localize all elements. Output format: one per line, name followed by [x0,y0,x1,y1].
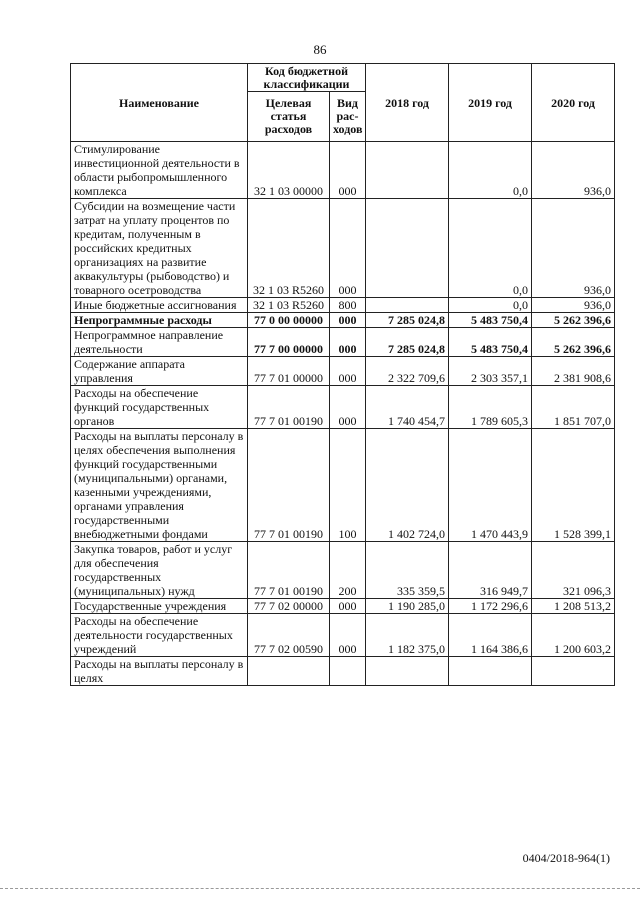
table-row [71,357,615,386]
row-value-2020 [532,657,615,686]
row-target-code: 77 7 01 00190 [248,542,330,599]
table-row [71,599,615,614]
row-value-2018: 7 285 024,8 [366,313,449,328]
row-value-2019: 1 172 296,6 [449,599,532,614]
header-expense-kind: Вид рас-ходов [330,92,366,142]
table-row [71,542,615,599]
row-target-code: 32 1 03 00000 [248,142,330,199]
row-value-2019: 1 789 605,3 [449,386,532,429]
row-value-2019: 0,0 [449,199,532,298]
row-value-2020: 936,0 [532,142,615,199]
row-name: Расходы на выплаты персоналу в целях обеспечения выполнения функций государственными (муниципальными) органами, казенными учреждениями, органами управления государственными внебюджетными фондами [71,429,248,542]
row-value-2020: 1 208 513,2 [532,599,615,614]
row-name: Расходы на обеспечение деятельности государственных учреждений [71,614,248,657]
row-target-code: 32 1 03 R5260 [248,298,330,313]
row-target-code: 32 1 03 R5260 [248,199,330,298]
row-expense-kind: 000 [330,313,366,328]
row-value-2018: 1 190 285,0 [366,599,449,614]
row-value-2018: 1 402 724,0 [366,429,449,542]
row-expense-kind: 000 [330,328,366,357]
table-row [71,142,615,199]
row-expense-kind: 000 [330,199,366,298]
row-target-code: 77 7 02 00000 [248,599,330,614]
row-value-2020: 2 381 908,6 [532,357,615,386]
footer-divider [0,888,640,889]
row-value-2018 [366,298,449,313]
row-expense-kind: 000 [330,357,366,386]
row-expense-kind: 000 [330,142,366,199]
row-value-2018: 335 359,5 [366,542,449,599]
row-name: Расходы на обеспечение функций государственных органов [71,386,248,429]
row-value-2020: 1 200 603,2 [532,614,615,657]
table-row [71,298,615,313]
row-value-2019: 0,0 [449,142,532,199]
row-value-2019: 5 483 750,4 [449,313,532,328]
row-value-2020: 936,0 [532,199,615,298]
row-name: Непрограммное направление деятельности [71,328,248,357]
row-target-code: 77 7 01 00190 [248,429,330,542]
header-name: Наименование [71,64,248,142]
row-value-2020: 321 096,3 [532,542,615,599]
row-expense-kind [330,657,366,686]
row-value-2018 [366,199,449,298]
row-expense-kind: 000 [330,599,366,614]
page-number: 86 [313,42,327,57]
row-target-code [248,657,330,686]
row-value-2018: 2 322 709,6 [366,357,449,386]
row-name: Стимулирование инвестиционной деятельности в области рыбопромышленного комплекса [71,142,248,199]
table-header [71,64,615,142]
row-value-2020: 1 851 707,0 [532,386,615,429]
row-target-code: 77 7 02 00590 [248,614,330,657]
table-row [71,328,615,357]
table-row [71,199,615,298]
header-2020: 2020 год [532,64,615,142]
row-expense-kind: 800 [330,298,366,313]
row-name: Государственные учреждения [71,599,248,614]
row-target-code: 77 7 01 00190 [248,386,330,429]
row-value-2019: 2 303 357,1 [449,357,532,386]
header-2019: 2019 год [449,64,532,142]
row-name: Иные бюджетные ассигнования [71,298,248,313]
table-row [71,386,615,429]
row-value-2018: 1 182 375,0 [366,614,449,657]
row-value-2019 [449,657,532,686]
row-target-code: 77 7 00 00000 [248,328,330,357]
table-body [71,142,615,686]
table-row [71,614,615,657]
row-expense-kind: 000 [330,386,366,429]
header-code-group: Код бюджетной классификации [248,64,366,92]
row-name: Непрограммные расходы [71,313,248,328]
row-value-2020: 5 262 396,6 [532,328,615,357]
row-value-2019: 0,0 [449,298,532,313]
row-value-2019: 5 483 750,4 [449,328,532,357]
row-expense-kind: 100 [330,429,366,542]
document-reference: 0404/2018-964(1) [522,851,610,865]
row-value-2020: 5 262 396,6 [532,313,615,328]
row-value-2019: 1 164 386,6 [449,614,532,657]
row-name: Расходы на выплаты персоналу в целях [71,657,248,686]
row-name: Закупка товаров, работ и услуг для обеспечения государственных (муниципальных) нужд [71,542,248,599]
row-name: Субсидии на возмещение части затрат на уплату процентов по кредитам, полученным в российских кредитных организациях на развитие аквакультуры (рыбоводство) и товарного осетроводства [71,199,248,298]
header-target-article: Целевая статья расходов [248,92,330,142]
table-row [71,429,615,542]
budget-table [70,63,615,686]
row-name: Содержание аппарата управления [71,357,248,386]
row-value-2019: 1 470 443,9 [449,429,532,542]
row-target-code: 77 0 00 00000 [248,313,330,328]
table-row [71,657,615,686]
row-value-2020: 1 528 399,1 [532,429,615,542]
row-value-2018 [366,657,449,686]
row-value-2019: 316 949,7 [449,542,532,599]
header-2018: 2018 год [366,64,449,142]
row-expense-kind: 200 [330,542,366,599]
row-expense-kind: 000 [330,614,366,657]
table-row [71,313,615,328]
row-value-2020: 936,0 [532,298,615,313]
row-value-2018: 1 740 454,7 [366,386,449,429]
row-target-code: 77 7 01 00000 [248,357,330,386]
row-value-2018: 7 285 024,8 [366,328,449,357]
row-value-2018 [366,142,449,199]
